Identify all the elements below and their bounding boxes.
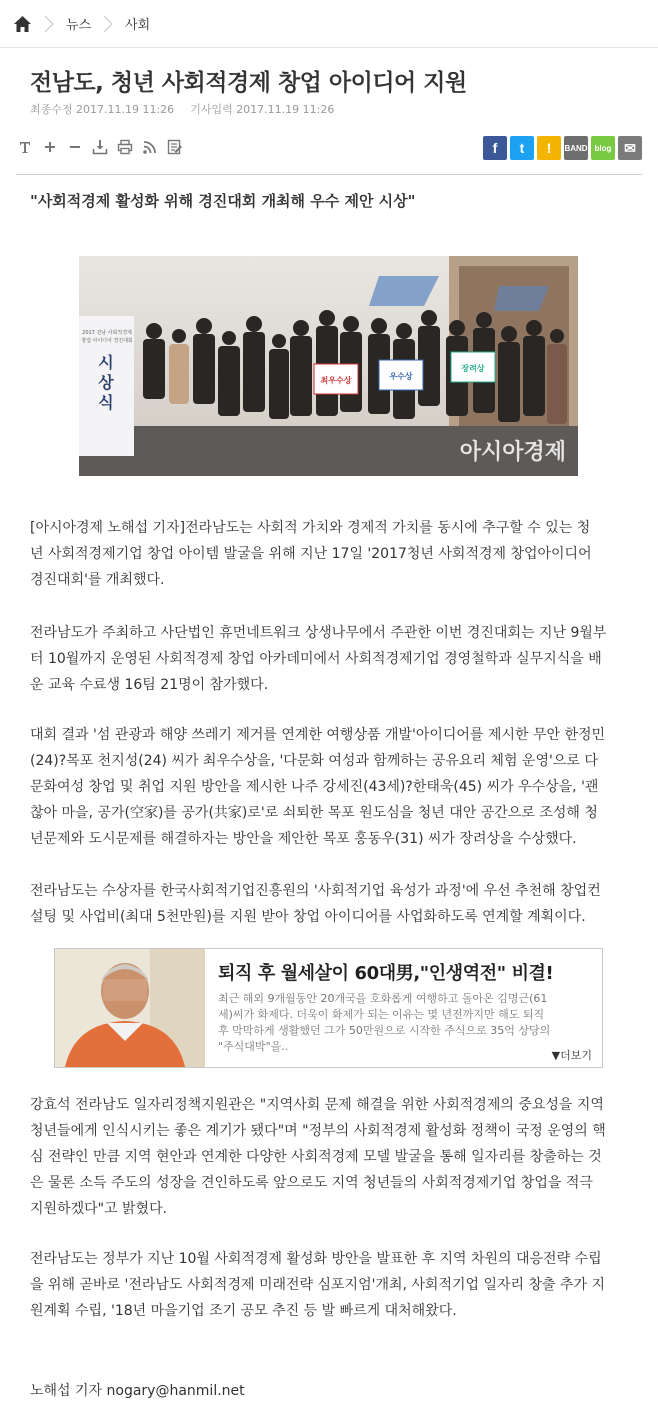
- paragraph-line: 은 물론 소득 주도의 성장을 견인하도록 앞으로도 지역 청년들의 사회적경제기업 창업을 적극: [30, 1175, 593, 1191]
- divider: [16, 174, 642, 175]
- paragraph-line: (24)?목포 천지성(24) 씨가 최우수상을, '다문화 여성과 함께하는 공유요리 체험 운영'으로 다: [30, 753, 598, 769]
- article-subtitle: "사회적경제 활성화 위해 경진대회 개최해 우수 제안 시상": [30, 192, 416, 210]
- article-paragraph: [30, 515, 630, 593]
- print-icon[interactable]: [116, 138, 134, 156]
- promo-text-line: 세)씨가 화제다. 더욱이 화제가 되는 이유는 몇 년전까지만 해도 퇴직: [218, 1008, 545, 1021]
- paragraph-line: 운 교육 수료생 16팀 21명이 참가했다.: [30, 677, 269, 693]
- share-buttons: [483, 136, 642, 160]
- article-paragraph: [30, 722, 630, 852]
- paragraph-line: 전라남도는 정부가 지난 10월 사회적경제 활성화 방안을 발표한 후 지역 차원의 대응전략 수립: [30, 1251, 602, 1267]
- paragraph-line: 심 전략인 만큼 지역 현안과 연계한 다양한 사회적경제 모델 발굴을 통해 일자리를 창출하는 것: [30, 1149, 602, 1165]
- author-byline: 노해섭 기자 nogary@hanmil.net: [30, 1383, 245, 1399]
- promo-title[interactable]: 퇴직 후 월세살이 60대男,"인생역전" 비결!: [218, 963, 554, 984]
- svg-text:최우수상: 최우수상: [320, 376, 352, 385]
- photo-watermark: 아시아경제: [459, 440, 566, 465]
- promo-ad[interactable]: [54, 948, 603, 1068]
- promo-text-line: 후 막막하게 생활했던 그가 50만원으로 시작한 주식으로 35억 상당의: [218, 1024, 551, 1037]
- promo-text-line: "주식대박"을..: [218, 1040, 289, 1053]
- svg-text:상: 상: [98, 373, 114, 392]
- svg-text:우수상: 우수상: [389, 372, 413, 381]
- article-title: 전남도, 청년 사회적경제 창업 아이디어 지원: [30, 70, 467, 96]
- svg-text:식: 식: [98, 393, 114, 412]
- svg-text:시: 시: [98, 353, 114, 372]
- paragraph-line: 년문제와 도시문제를 해결하자는 방안을 제안한 목포 홍동우(31) 씨가 장려상을 수상했다.: [30, 831, 577, 847]
- promo-text-line: 최근 해외 9개월동안 20개국을 호화롭게 여행하고 돌아온 김명근(61: [218, 992, 548, 1005]
- article-dates: [30, 101, 334, 117]
- paragraph-line: 경진대회'를 개최했다.: [30, 572, 165, 588]
- published-date: 기사입력 2017.11.19 11:26: [190, 103, 335, 116]
- chevron-right-icon: [42, 14, 56, 34]
- breadcrumb: [0, 0, 658, 48]
- paragraph-line: 년 사회적경제기업 창업 아이템 발굴을 위해 지난 17일 '2017청년 사회적경제 창업아이디어: [30, 546, 592, 562]
- download-icon[interactable]: [91, 138, 109, 156]
- rss-icon[interactable]: [141, 138, 159, 156]
- article-paragraph: [30, 1092, 630, 1222]
- reader-tools: [16, 138, 184, 156]
- facebook-icon[interactable]: f: [483, 136, 507, 160]
- article-toolbar: [0, 134, 658, 164]
- promo-image: [55, 949, 205, 1067]
- paragraph-line: 설팅 및 사업비(최대 5천만원)를 지원 받아 창업 아이디어를 사업화하도록 연계할 계획이다.: [30, 909, 586, 925]
- paragraph-line: 터 10월까지 운영된 사회적경제 창업 아카데미에서 사회적경제기업 경영철학과 실무지식을 배: [30, 651, 602, 667]
- paragraph-line: 대회 결과 '섬 관광과 해양 쓰레기 제거를 연계한 여행상품 개발'아이디어를 제시한 무안 한정민: [30, 727, 606, 743]
- home-icon[interactable]: [12, 14, 32, 34]
- svg-text:장려상: 장려상: [461, 364, 485, 373]
- kakaostory-icon[interactable]: !: [537, 136, 561, 160]
- paragraph-line: 을 위해 곧바로 '전라남도 사회적경제 미래전략 심포지엄'개최, 사회적기업 일자리 창출 추가 지: [30, 1277, 606, 1293]
- paragraph-line: 전라남도는 수상자를 한국사회적기업진흥원의 '사회적기업 육성가 과정'에 우선 추천해 창업컨: [30, 883, 601, 899]
- paragraph-line: 청년들에게 인식시키는 좋은 계기가 됐다"며 "정부의 사회적경제 활성화 정책이 국정 운영의 핵: [30, 1123, 606, 1139]
- paragraph-line: 문화여성 창업 및 취업 지원 방안을 제시한 나주 강세진(43세)?한태욱(45) 씨가 우수상을, '괜: [30, 779, 599, 795]
- article-paragraph: [30, 620, 630, 698]
- zoom-out-icon[interactable]: [66, 138, 84, 156]
- breadcrumb-society[interactable]: 사회: [125, 18, 151, 33]
- zoom-in-icon[interactable]: [41, 138, 59, 156]
- naver-blog-icon[interactable]: blog: [591, 136, 615, 160]
- paragraph-line: 원계획 수립, '18년 마을기업 조기 공모 추진 등 발 빠르게 대처해왔다.: [30, 1303, 457, 1319]
- article-paragraph: [30, 1246, 630, 1324]
- twitter-icon[interactable]: t: [510, 136, 534, 160]
- paragraph-line: 지원하겠다"고 밝혔다.: [30, 1201, 168, 1217]
- paragraph-line: 강효석 전라남도 일자리정책지원관은 "지역사회 문제 해결을 위한 사회적경제의 중요성을 지역: [30, 1097, 604, 1113]
- more-link[interactable]: ▼더보기: [551, 1049, 592, 1062]
- band-icon[interactable]: BAND: [564, 136, 588, 160]
- article-paragraph: [30, 878, 630, 930]
- article-photo: [79, 256, 578, 476]
- breadcrumb-news[interactable]: 뉴스: [66, 18, 92, 33]
- chevron-right-icon: [101, 14, 115, 34]
- scrap-icon[interactable]: [166, 138, 184, 156]
- svg-text:2017 전남 사회적경제: 2017 전남 사회적경제: [82, 330, 132, 336]
- paragraph-line: 찮아 마을, 공가(空家)를 공가(共家)로'로 쇠퇴한 목포 원도심을 청년 대안 공간으로 조성해 청: [30, 805, 598, 821]
- email-icon[interactable]: ✉: [618, 136, 642, 160]
- paragraph-line: [아시아경제 노해섭 기자]전라남도는 사회적 가치와 경제적 가치를 동시에 추구할 수 있는 청: [30, 520, 591, 536]
- promo-text: [218, 991, 596, 1055]
- font-icon[interactable]: [16, 138, 34, 156]
- paragraph-line: 전라남도가 주최하고 사단법인 휴먼네트워크 상생나무에서 주관한 이번 경진대회는 지난 9월부: [30, 625, 607, 641]
- svg-text:창업 아이디어 경진대회: 창업 아이디어 경진대회: [81, 338, 133, 344]
- modified-date: 최종수정 2017.11.19 11:26: [30, 103, 175, 116]
